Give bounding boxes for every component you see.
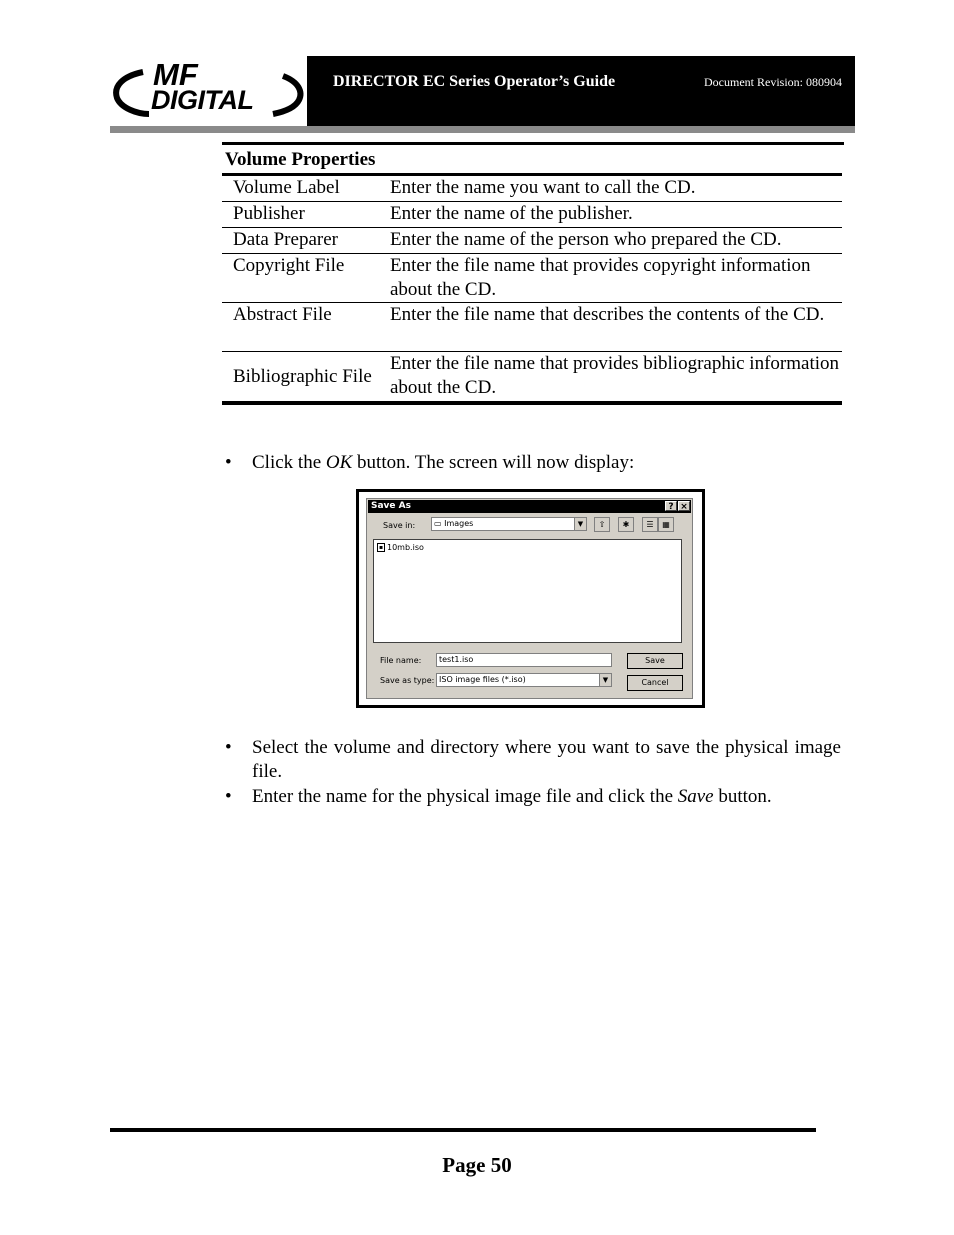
save-type-dropdown[interactable] — [436, 673, 612, 687]
property-name: Data Preparer — [233, 229, 338, 250]
bullet-text: Enter the name for the physical image file and click the Save button. — [252, 786, 772, 807]
logo-digital-text: DIGITAL — [151, 85, 254, 115]
document-revision: Document Revision: 080904 — [704, 75, 842, 89]
property-name: Bibliographic File — [233, 365, 372, 387]
chevron-down-icon: ▼ — [599, 674, 611, 686]
file-item-name: 10mb.iso — [387, 543, 424, 552]
property-name: Abstract File — [233, 304, 332, 325]
save-as-dialog — [366, 498, 693, 699]
table-row — [222, 352, 842, 402]
details-view-icon[interactable]: ▦ — [658, 517, 674, 532]
list-item[interactable] — [377, 543, 424, 552]
table-row — [222, 176, 842, 202]
property-description: Enter the name of the person who prepared the CD. — [390, 229, 782, 250]
property-name: Publisher — [233, 203, 305, 224]
property-description: Enter the name you want to call the CD. — [390, 177, 696, 198]
volume-properties-table — [222, 142, 844, 405]
property-description: Enter the file name that describes the contents of the CD. — [390, 304, 825, 325]
property-name: Volume Label — [233, 177, 340, 198]
help-button[interactable]: ? — [665, 501, 677, 511]
logo-mf-text: MF — [153, 57, 198, 92]
table-row — [222, 228, 842, 254]
save-button[interactable]: Save — [627, 653, 683, 669]
footer-rule — [110, 1128, 816, 1132]
property-description: Enter the file name that provides bibliographic information about the CD. — [390, 353, 840, 398]
file-name-label: File name: — [380, 656, 422, 665]
close-button[interactable]: × — [678, 501, 690, 511]
table-title: Volume Properties — [225, 149, 376, 170]
document-title: DIRECTOR EC Series Operator’s Guide — [333, 73, 616, 90]
page-number: Page 50 — [442, 1153, 512, 1177]
up-folder-icon[interactable]: ⇧ — [594, 517, 610, 532]
table-row — [222, 303, 842, 352]
list-view-icon[interactable]: ☰ — [642, 517, 658, 532]
property-description: Enter the name of the publisher. — [390, 203, 633, 224]
table-row — [222, 202, 842, 228]
dialog-titlebar — [368, 500, 691, 513]
save-in-label: Save in: — [383, 521, 416, 530]
save-type-value: ISO image files (*.iso) — [439, 675, 526, 684]
save-as-screenshot — [356, 489, 705, 708]
property-description: Enter the file name that provides copyright information about the CD. — [390, 255, 811, 300]
mf-digital-logo — [103, 56, 307, 126]
save-in-value: Images — [444, 519, 474, 528]
table-row — [222, 254, 842, 303]
save-in-dropdown[interactable] — [431, 517, 587, 531]
header-shadow — [110, 126, 855, 133]
bullet-text: Select the volume and directory where you want to save the physical image file. — [252, 737, 841, 782]
table-bottom-rule — [222, 402, 842, 405]
file-icon: ▪ — [378, 544, 384, 551]
save-type-label: Save as type: — [380, 676, 435, 685]
file-name-input[interactable]: test1.iso — [436, 653, 612, 667]
folder-icon: ▭ — [434, 519, 445, 528]
file-list[interactable] — [373, 539, 682, 643]
cancel-button[interactable]: Cancel — [627, 675, 683, 691]
bullet-text: Click the OK button. The screen will now display: — [252, 452, 635, 473]
new-folder-icon[interactable]: ✱ — [618, 517, 634, 532]
property-name: Copyright File — [233, 255, 345, 276]
chevron-down-icon: ▼ — [574, 518, 586, 530]
dialog-title: Save As — [371, 501, 411, 511]
